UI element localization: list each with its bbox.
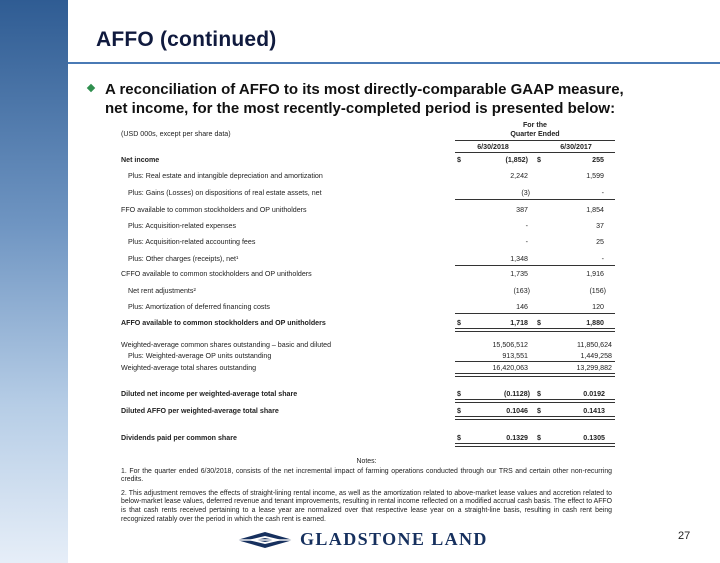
value-2018: 15,506,512	[492, 341, 528, 349]
currency-sign: $	[457, 390, 461, 398]
currency-sign: $	[537, 319, 541, 327]
brand-name: GLADSTONE LAND	[300, 529, 488, 549]
value-2017: 1,854	[586, 206, 604, 214]
value-2018: 1,735	[510, 270, 528, 278]
total-double-rule	[455, 416, 615, 420]
total-double-rule	[455, 328, 615, 332]
value-2017: 1,599	[586, 172, 604, 180]
group-header-line1: For the	[522, 121, 548, 129]
col-header-rule	[455, 152, 615, 153]
footnote-1: 1. For the quarter ended 6/30/2018, consists of the net incremental impact of farming operations conducted through our TRS and certain other non-recurring credits.	[121, 467, 612, 484]
value-2017: 25	[596, 238, 604, 246]
row-label: Plus: Other charges (receipts), net¹	[128, 255, 239, 263]
value-2018: -	[525, 238, 528, 246]
col-header-2017: 6/30/2017	[560, 143, 592, 151]
page-title: AFFO (continued)	[96, 28, 277, 51]
value-2017: 0.0192	[583, 390, 605, 398]
value-2017: (156)	[589, 287, 606, 295]
unit-label: (USD 000s, except per share data)	[121, 130, 231, 138]
brand-logo	[236, 529, 496, 551]
value-2018: 913,551	[502, 352, 528, 360]
diamond-bullet-icon	[87, 84, 95, 92]
sidebar-gradient	[0, 0, 68, 563]
row-label: FFO available to common stockholders and OP unitholders	[121, 206, 307, 214]
value-2017: 0.1413	[583, 407, 605, 415]
subtotal-rule	[455, 199, 615, 200]
value-2018: 0.1046	[506, 407, 528, 415]
row-label: Plus: Real estate and intangible depreciation and amortization	[128, 172, 323, 180]
currency-sign: $	[537, 434, 541, 442]
value-2017: -	[601, 255, 604, 263]
value-2018: 0.1329	[506, 434, 528, 442]
title-divider	[68, 62, 720, 64]
row-label: Net rent adjustments²	[128, 287, 196, 295]
intro-bullet	[88, 80, 648, 118]
row-label: Diluted net income per weighted-average total share	[121, 390, 298, 398]
currency-sign: $	[537, 407, 541, 415]
currency-sign: $	[457, 319, 461, 327]
total-double-rule	[455, 443, 615, 447]
value-2017: 1,449,258	[580, 352, 612, 360]
footnote-2: 2. This adjustment removes the effects of straight-lining rental income, as well as the amortization related to above-market lease values and accretion related to below-market lease values, deferred revenue and tenant improvements, resulting in rental income reflected on a modified accrual cash basis. The effect to AFFO is that cash rents received pertaining to a lease year are normalized over that respective lease year on a straight-line basis, resulting in cash rent being recognized ratably over the period in which the cash rent is earned.	[121, 489, 612, 523]
value-2017: 11,850,624	[577, 341, 612, 349]
row-label: Plus: Weighted-average OP units outstanding	[128, 352, 272, 360]
value-2017: 1,916	[586, 270, 604, 278]
value-2017: 255	[592, 156, 604, 164]
row-label: Weighted-average common shares outstanding – basic and diluted	[121, 341, 332, 349]
value-2017: 120	[592, 303, 604, 311]
value-2018: 1,718	[510, 319, 528, 327]
subtotal-rule	[455, 265, 615, 266]
row-label: Net income	[121, 156, 160, 164]
total-double-rule	[455, 373, 615, 377]
row-label: Plus: Acquisition-related expenses	[128, 222, 237, 230]
value-2018: 146	[516, 303, 528, 311]
value-2018: 16,420,063	[492, 364, 528, 372]
row-label: Plus: Acquisition-related accounting fees	[128, 238, 256, 246]
currency-sign: $	[457, 407, 461, 415]
notes-heading: Notes:	[356, 458, 377, 465]
col-header-2018: 6/30/2018	[477, 143, 509, 151]
value-2018: (3)	[521, 189, 530, 197]
row-label: CFFO available to common stockholders and OP unitholders	[121, 270, 312, 278]
header-rule	[455, 140, 615, 141]
gladstone-mark-icon	[236, 531, 294, 549]
currency-sign: $	[537, 390, 541, 398]
value-2017: 0.1305	[583, 434, 605, 442]
value-2017: -	[601, 189, 604, 197]
value-2018: -	[525, 222, 528, 230]
row-label: Plus: Gains (Losses) on dispositions of real estate assets, net	[128, 189, 322, 197]
value-2018: 1,348	[510, 255, 528, 263]
value-2018: (0.1128)	[503, 390, 530, 398]
group-header-line2: Quarter Ended	[510, 130, 560, 138]
value-2017: 37	[596, 222, 604, 230]
footnotes	[121, 458, 612, 529]
value-2018: (1,852)	[505, 156, 528, 164]
page-number: 27	[678, 530, 691, 542]
subtotal-rule	[455, 361, 615, 362]
subtotal-rule	[455, 313, 615, 314]
value-2017: 13,299,882	[576, 364, 612, 372]
currency-sign: $	[537, 156, 541, 164]
row-label: Diluted AFFO per weighted-average total share	[121, 407, 279, 415]
value-2018: (163)	[513, 287, 530, 295]
currency-sign: $	[457, 156, 461, 164]
row-label: Weighted-average total shares outstanding	[121, 364, 257, 372]
row-label: Dividends paid per common share	[121, 434, 237, 442]
row-label: AFFO available to common stockholders and OP unitholders	[121, 319, 326, 327]
row-label: Plus: Amortization of deferred financing costs	[128, 303, 270, 311]
value-2018: 387	[516, 206, 528, 214]
total-double-rule	[455, 399, 615, 403]
value-2018: 2,242	[510, 172, 528, 180]
value-2017: 1,880	[586, 319, 604, 327]
intro-text: A reconciliation of AFFO to its most directly-comparable GAAP measure, net income, for the most recently-completed period is presented below:	[105, 81, 624, 117]
currency-sign: $	[457, 434, 461, 442]
